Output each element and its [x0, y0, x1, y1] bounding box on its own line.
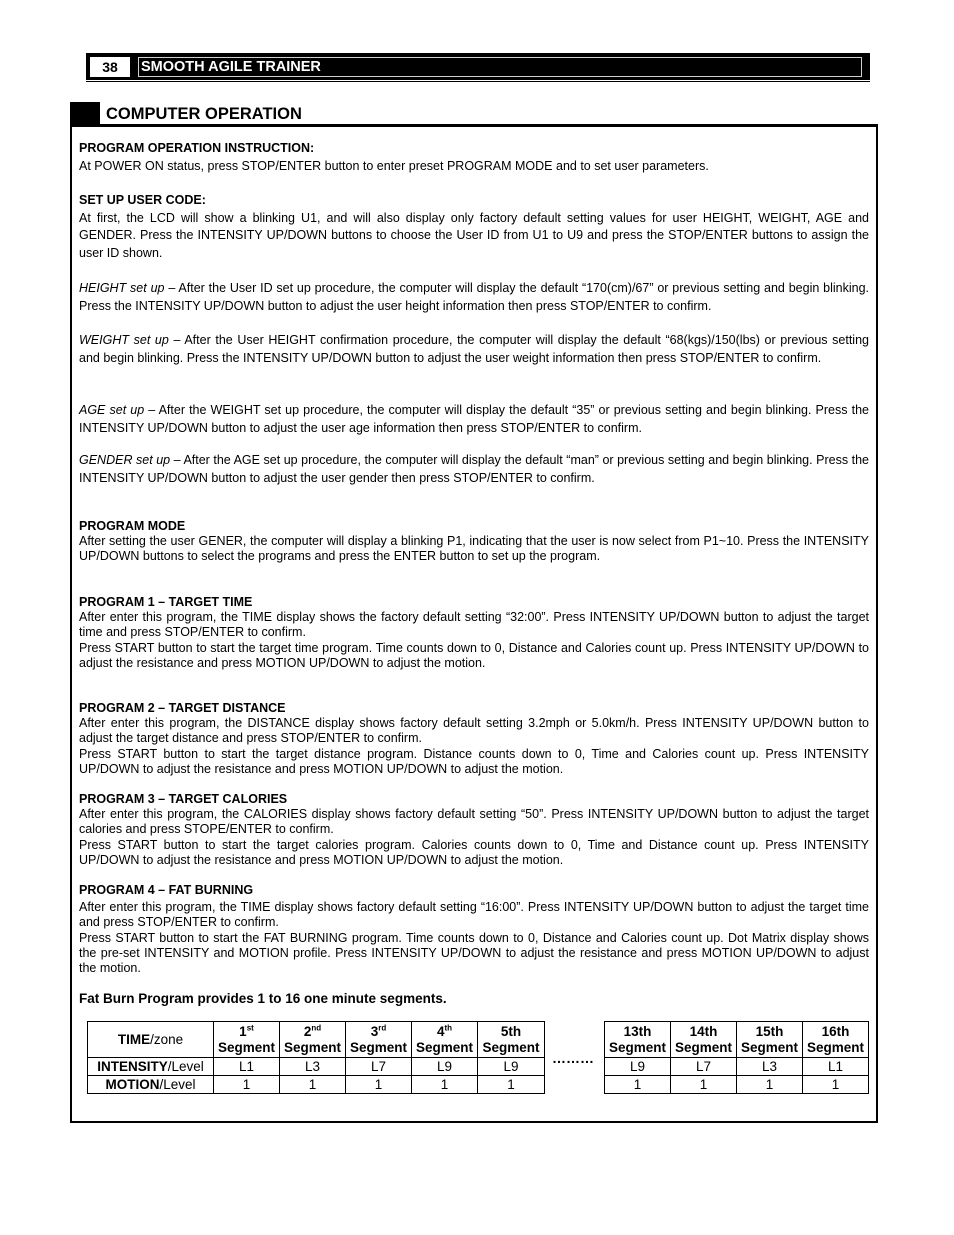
user-code-heading: SET UP USER CODE: [79, 193, 206, 207]
table-row [88, 1058, 545, 1076]
motion-cell: 1 [412, 1076, 478, 1094]
gender-setup-label: GENDER set up [79, 453, 171, 467]
segment-header: 3rd Segment [346, 1022, 412, 1058]
age-setup-text: – After the WEIGHT set up procedure, the computer will display the default “35” or previous setting and begin blinking. Press the INTENSITY UP/DOWN button to adjust the user age information then press STOP/ENTER to confirm. [79, 403, 869, 435]
segment-header: 14th Segment [671, 1022, 737, 1058]
height-setup-text: – After the User ID set up procedure, the computer will display the default “170(cm)/67” or previous setting and begin blinking. Press the INTENSITY UP/DOWN button to adjust the user height information then press STOP/ENTER to confirm. [79, 281, 869, 313]
user-code-text: At first, the LCD will show a blinking U1, and will also display only factory default setting values for user HEIGHT, WEIGHT, AGE and GENDER. Press the INTENSITY UP/DOWN buttons to choose the User ID from U1 to U9 and press the STOP/ENTER buttons to assign the user ID shown. [79, 210, 869, 260]
program3-text2: Press START button to start the target calories program. Calories counts down to 0, Time and Distance count up. Press INTENSITY UP/DOWN to adjust the resistance and press MOTION UP/DOWN to adjust the motion. [79, 837, 869, 867]
program1-text1: After enter this program, the TIME display shows the factory default setting “32:00”. Press INTENSITY UP/DOWN button to adjust the target time and press STOP/ENTER to confirm. [79, 610, 869, 640]
weight-setup-label: WEIGHT set up [79, 333, 169, 347]
intensity-cell: L7 [346, 1058, 412, 1076]
motion-cell: 1 [280, 1076, 346, 1094]
program2-block [79, 701, 869, 777]
segment-header: 1st Segment [214, 1022, 280, 1058]
intensity-level-label: INTENSITY/Level [88, 1058, 214, 1076]
table-row [605, 1022, 869, 1058]
intensity-cell: L1 [214, 1058, 280, 1076]
program1-block [79, 595, 869, 671]
weight-setup-text: – After the User HEIGHT confirmation procedure, the computer will display the default “68(kgs)/150(lbs) or previous setting and begin blinking. Press the INTENSITY UP/DOWN button to adjust the user weight information then press STOP/ENTER to confirm. [79, 333, 869, 365]
motion-cell: 1 [803, 1076, 869, 1094]
program3-text1: After enter this program, the CALORIES display shows factory default setting “50”. Press INTENSITY UP/DOWN button to adjust the target calories and press STOPE/ENTER to confirm. [79, 807, 869, 837]
gender-setup-paragraph [79, 452, 869, 487]
intensity-cell: L9 [605, 1058, 671, 1076]
age-setup-paragraph [79, 402, 869, 437]
table-row [88, 1076, 545, 1094]
weight-setup-paragraph [79, 332, 869, 367]
program4-block [79, 883, 869, 976]
segment-table-left [87, 1021, 545, 1094]
program-operation-block [79, 140, 869, 175]
table-row [88, 1022, 545, 1058]
segment-header: 16th Segment [803, 1022, 869, 1058]
intensity-cell: L7 [671, 1058, 737, 1076]
program-operation-heading: PROGRAM OPERATION INSTRUCTION: [79, 141, 315, 155]
motion-cell: 1 [737, 1076, 803, 1094]
program2-text1: After enter this program, the DISTANCE display shows factory default setting 3.2mph or 5.0km/h. Press INTENSITY UP/DOWN button to adjust the target distance and press STOP/ENTER to confirm. [79, 716, 869, 746]
program3-heading: PROGRAM 3 – TARGET CALORIES [79, 792, 288, 806]
intensity-cell: L9 [478, 1058, 545, 1076]
age-setup-label: AGE set up [79, 403, 145, 417]
motion-cell: 1 [605, 1076, 671, 1094]
program2-heading: PROGRAM 2 – TARGET DISTANCE [79, 701, 286, 715]
segment-header: 2nd Segment [280, 1022, 346, 1058]
table-ellipsis: ……… [552, 1050, 594, 1066]
intensity-cell: L9 [412, 1058, 478, 1076]
program3-block [79, 792, 869, 868]
program4-heading: PROGRAM 4 – FAT BURNING [79, 883, 254, 897]
motion-cell: 1 [214, 1076, 280, 1094]
section-title: COMPUTER OPERATION [106, 105, 302, 123]
segment-header: 4th Segment [412, 1022, 478, 1058]
program2-text2: Press START button to start the target distance program. Distance counts down to 0, Time and Calories count up. Press INTENSITY UP/DOWN to adjust the resistance and press MOTION UP/DOWN to adjust the motion. [79, 746, 869, 776]
fat-burn-note: Fat Burn Program provides 1 to 16 one minute segments. [79, 991, 447, 1006]
intensity-cell: L3 [737, 1058, 803, 1076]
document-title: SMOOTH AGILE TRAINER [138, 57, 862, 77]
table-row [605, 1076, 869, 1094]
motion-level-label: MOTION/Level [88, 1076, 214, 1094]
height-setup-label: HEIGHT set up [79, 281, 165, 295]
program1-text2: Press START button to start the target time program. Time counts down to 0, Distance and Calories count up. Press INTENSITY UP/DOWN to adjust the resistance and press MOTION UP/DOWN to adjust the motion. [79, 640, 869, 670]
height-setup-paragraph [79, 280, 869, 315]
intensity-cell: L3 [280, 1058, 346, 1076]
program-operation-text: At POWER ON status, press STOP/ENTER button to enter preset PROGRAM MODE and to set user parameters. [79, 158, 709, 173]
motion-cell: 1 [478, 1076, 545, 1094]
user-code-block [79, 192, 869, 262]
segment-header: 15th Segment [737, 1022, 803, 1058]
page-header [86, 53, 870, 80]
table-row [605, 1058, 869, 1076]
motion-cell: 1 [346, 1076, 412, 1094]
intensity-cell: L1 [803, 1058, 869, 1076]
segment-table-right [604, 1021, 869, 1094]
program4-text1: After enter this program, the TIME display shows factory default setting “16:00”. Press INTENSITY UP/DOWN button to adjust the target time and press STOP/ENTER to confirm. [79, 900, 869, 930]
motion-cell: 1 [671, 1076, 737, 1094]
program4-text2: Press START button to start the FAT BURNING program. Time counts down to 0, Distance and Calories count up. Dot Matrix display shows the pre-set INTENSITY and MOTION profile. Press INTENSITY UP/DOWN to adjust the resistance and press MOTION UP/DOWN to adjust the motion. [79, 930, 869, 976]
time-zone-label: TIME/zone [88, 1022, 214, 1058]
section-rule [70, 124, 878, 127]
gender-setup-text: – After the AGE set up procedure, the computer will display the default “man” or previous setting and begin blinking. Press the INTENSITY UP/DOWN button to adjust the user gender then press STOP/ENTER to confirm. [79, 453, 869, 485]
program-mode-block [79, 519, 869, 565]
program1-heading: PROGRAM 1 – TARGET TIME [79, 595, 253, 609]
section-marker [70, 102, 100, 126]
segment-header: 13th Segment [605, 1022, 671, 1058]
header-rule [86, 81, 870, 82]
program-mode-text: After setting the user GENER, the computer will display a blinking P1, indicating that the user is now select from P1~10. Press the INTENSITY UP/DOWN buttons to select the programs and press the ENTER button to set up the program. [79, 534, 869, 564]
segment-header: 5th Segment [478, 1022, 545, 1058]
program-mode-heading: PROGRAM MODE [79, 519, 186, 533]
page-number: 38 [90, 57, 130, 77]
